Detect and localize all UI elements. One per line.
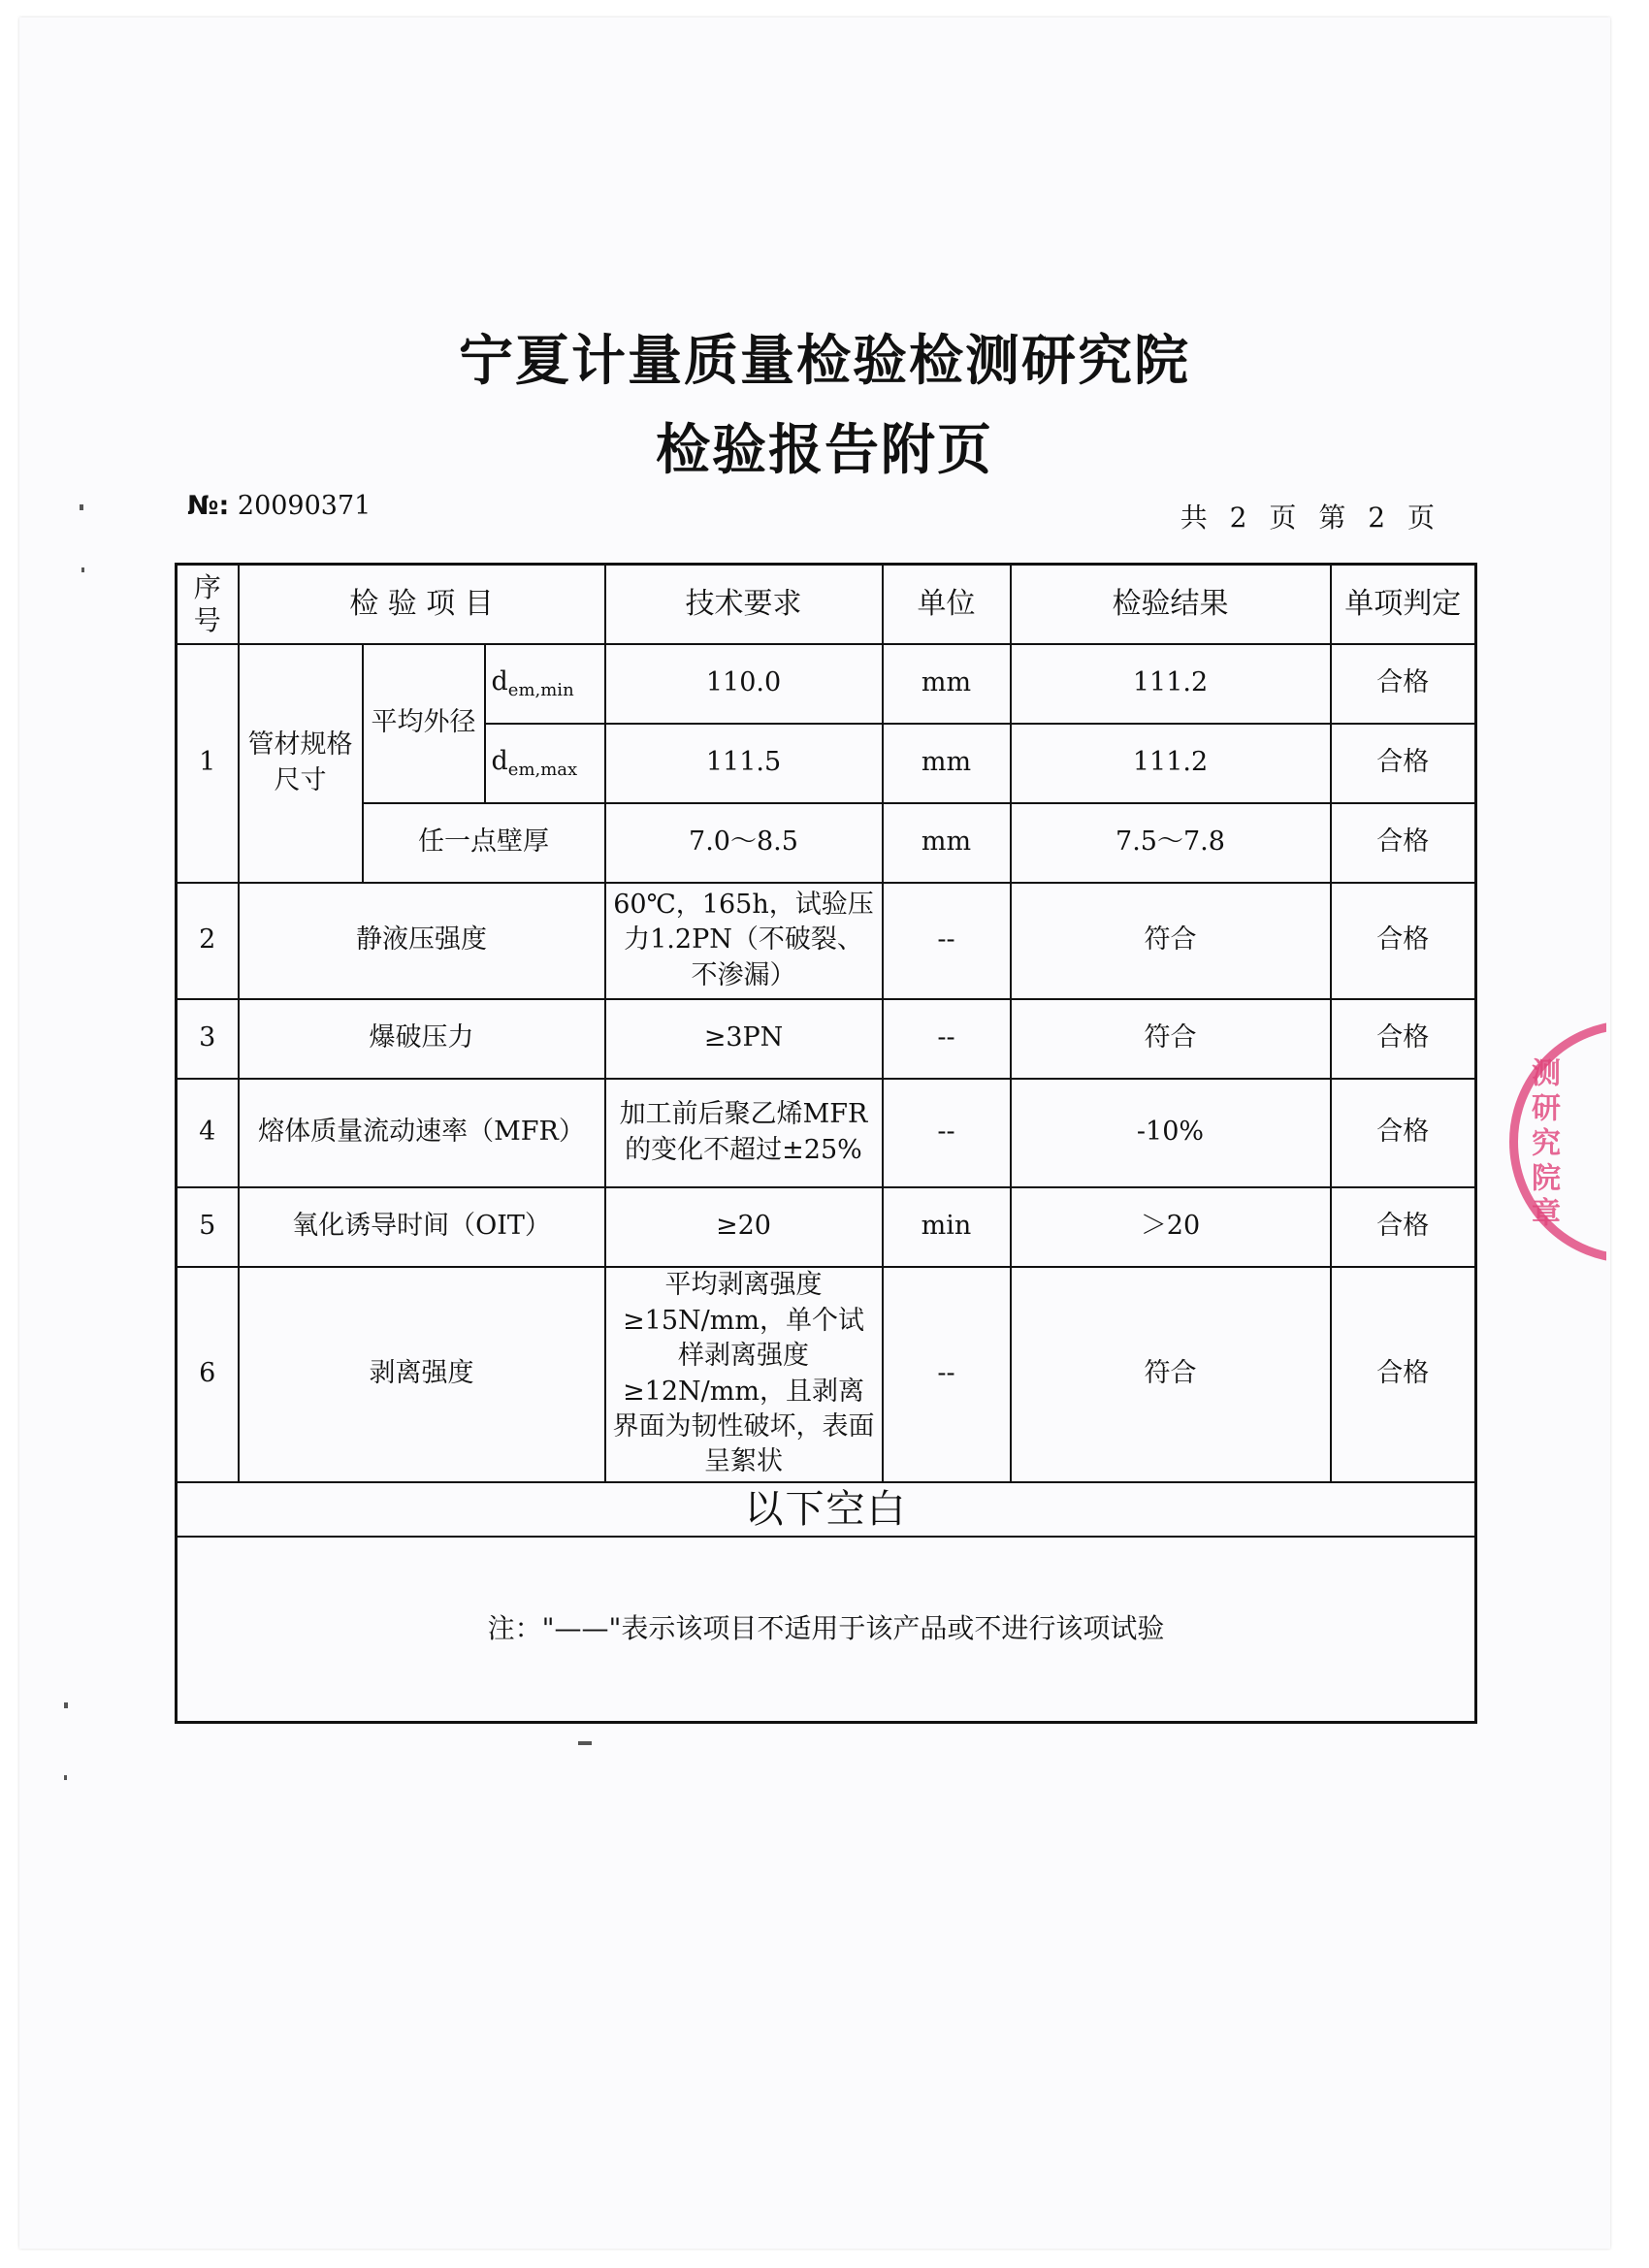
row-unit: mm [883,803,1011,883]
col-header-no: 序号 [177,565,239,644]
row-item: 剥离强度 [239,1267,605,1482]
dmin-subscript: em,min [507,679,574,700]
row-unit: -- [883,1079,1011,1187]
col-header-verdict: 单项判定 [1331,565,1476,644]
row-verdict: 合格 [1331,999,1476,1079]
official-seal [1509,1021,1606,1263]
row-result: 符合 [1011,1267,1331,1482]
row-unit: min [883,1187,1011,1267]
row-item-subgroup: 平均外径 [363,644,485,803]
row-result: 符合 [1011,999,1331,1079]
row-verdict: 合格 [1331,883,1476,999]
scan-speck [64,1775,67,1780]
row-result: -10% [1011,1079,1331,1187]
row-item: 静液压强度 [239,883,605,999]
row-no: 4 [177,1079,239,1187]
table-row [177,803,1476,883]
row-no: 2 [177,883,239,999]
row-requirement: 110.0 [605,644,883,724]
row-requirement: 加工前后聚乙烯MFR的变化不超过±25% [605,1079,883,1187]
row-item-dmin [485,644,605,724]
row-unit: -- [883,883,1011,999]
row-item: 氧化诱导时间（OIT） [239,1187,605,1267]
row-requirement: ≥20 [605,1187,883,1267]
row-item-group: 管材规格尺寸 [239,644,363,883]
col-header-item: 检 验 项 目 [239,565,605,644]
scan-speck [81,567,84,572]
row-item: 爆破压力 [239,999,605,1079]
page-indicator [1175,497,1439,535]
row-no: 3 [177,999,239,1079]
document-title: 检验报告附页 [656,419,993,482]
page-total-suffix: 页 [1269,502,1301,534]
row-requirement: 111.5 [605,724,883,803]
row-requirement: ≥3PN [605,999,883,1079]
report-number [187,491,371,521]
row-requirement: 7.0～8.5 [605,803,883,883]
footnote: 注："——"表示该项目不适用于该产品或不进行该项试验 [177,1537,1476,1723]
row-verdict: 合格 [1331,724,1476,803]
inspection-table [175,563,1477,1724]
row-item-wall: 任一点壁厚 [363,803,605,883]
blank-marker: 以下空白 [177,1482,1476,1537]
row-verdict: 合格 [1331,644,1476,724]
page-current-suffix: 页 [1406,502,1439,534]
page-current: 2 [1368,502,1390,534]
table-row [177,1079,1476,1187]
row-verdict: 合格 [1331,1079,1476,1187]
seal-text: 测研究院章 [1526,1057,1560,1232]
table-row [177,883,1476,999]
row-result: ＞20 [1011,1187,1331,1267]
scan-speck [64,1702,68,1708]
scan-speck [80,504,83,510]
row-verdict: 合格 [1331,803,1476,883]
table-header-row [177,565,1476,644]
row-result: 符合 [1011,883,1331,999]
table-row [177,644,1476,724]
report-number-value: 20090371 [237,491,372,521]
page-current-prefix: 第 [1318,502,1350,534]
col-header-result: 检验结果 [1011,565,1331,644]
institute-title: 宁夏计量质量检验检测研究院 [459,330,1190,393]
blank-row [177,1482,1476,1537]
row-verdict: 合格 [1331,1267,1476,1482]
row-unit: mm [883,644,1011,724]
row-unit: mm [883,724,1011,803]
table-row [177,1187,1476,1267]
table-row [177,1267,1476,1482]
dmin-symbol: d [491,665,508,697]
row-result: 111.2 [1011,644,1331,724]
scan-speck [578,1741,592,1745]
row-item: 熔体质量流动速率（MFR） [239,1079,605,1187]
row-unit: -- [883,1267,1011,1482]
dmax-subscript: em,max [507,759,578,780]
col-header-unit: 单位 [883,565,1011,644]
col-header-requirement: 技术要求 [605,565,883,644]
dmax-symbol: d [491,745,508,776]
report-number-label: №: [187,491,230,521]
note-row [177,1537,1476,1723]
row-result: 7.5～7.8 [1011,803,1331,883]
row-requirement: 60℃，165h，试验压力1.2PN（不破裂、不渗漏） [605,883,883,999]
row-no: 1 [177,644,239,883]
row-verdict: 合格 [1331,1187,1476,1267]
table-row [177,999,1476,1079]
row-unit: -- [883,999,1011,1079]
row-no: 5 [177,1187,239,1267]
page-total: 2 [1229,502,1251,534]
row-item-dmax [485,724,605,803]
row-requirement: 平均剥离强度≥15N/mm，单个试样剥离强度≥12N/mm，且剥离界面为韧性破坏，表面呈絮状 [605,1267,883,1482]
row-no: 6 [177,1267,239,1482]
page-total-prefix: 共 [1180,502,1212,534]
row-result: 111.2 [1011,724,1331,803]
